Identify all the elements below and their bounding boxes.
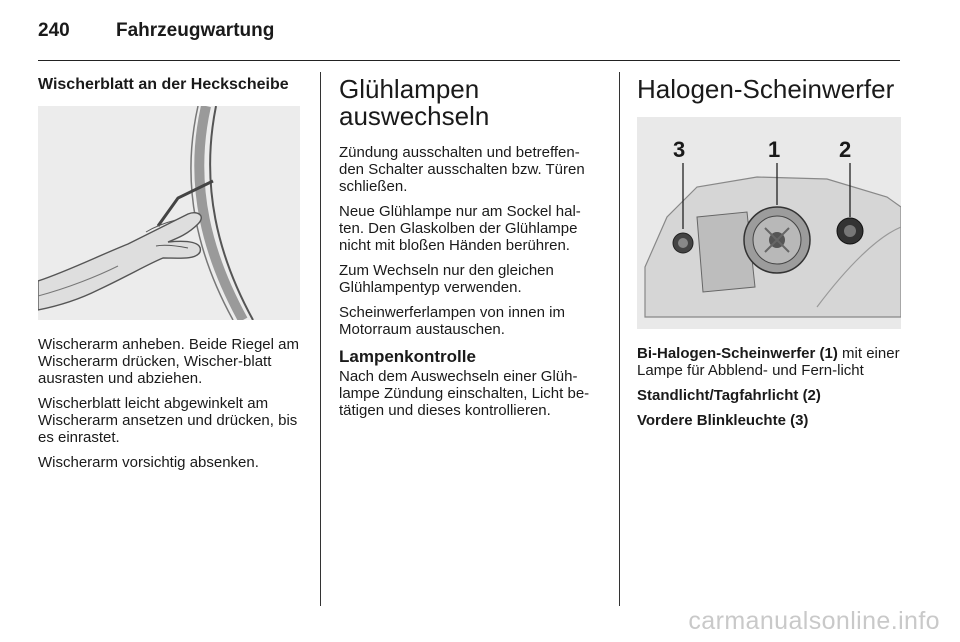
lamp-check-para: Nach dem Auswechseln einer Glüh-lampe Zündung einschalten, Licht be-tätigen und dieses kontrollieren. (339, 368, 590, 419)
wiper-heading: Wischerblatt an der Heckscheibe (38, 76, 289, 93)
wiper-figure (38, 106, 300, 320)
wiper-step-3: Wischerarm vorsichtig absenken. (38, 454, 259, 471)
callout-2: 2 (839, 137, 852, 162)
halogen-item-3: Vordere Blinkleuchte (3) (637, 412, 809, 429)
watermark: carmanualsonline.info (688, 607, 940, 635)
bulbs-para-3: Zum Wechseln nur den gleichen Glühlampentyp verwenden. (339, 262, 554, 296)
bulbs-para-2: Neue Glühlampe nur am Sockel hal-ten. Den Glaskolben der Glühlampe nicht mit bloßen Händen berühren. (339, 203, 581, 254)
page-number: 240 (38, 20, 70, 41)
column-divider-1 (320, 72, 321, 606)
column-divider-2 (619, 72, 620, 606)
headlamp-figure (637, 117, 901, 329)
column-wiper (38, 76, 300, 479)
bulbs-para-4: Scheinwerferlampen von innen im Motorraum austauschen. (339, 304, 565, 338)
bulbs-para-1: Zündung ausschalten und betreffen-den Schalter ausschalten bzw. Türen schließen. (339, 144, 585, 195)
section-title: Fahrzeugwartung (116, 20, 275, 41)
lamp-check-heading: Lampenkontrolle (339, 347, 476, 366)
wiper-step-1: Wischerarm anheben. Beide Riegel am Wischerarm drücken, Wischer-blatt ausrasten und abziehen. (38, 336, 299, 387)
page-header (38, 20, 274, 42)
bulbs-heading: Glühlampen auswechseln (339, 74, 490, 131)
header-rule (38, 60, 900, 61)
halogen-heading: Halogen-Scheinwerfer (637, 74, 895, 104)
halogen-item-1: Bi-Halogen-Scheinwerfer (1) mit einer Lampe für Abblend- und Fern-licht (637, 345, 900, 379)
column-bulbs (339, 76, 604, 427)
halogen-item-2: Standlicht/Tagfahrlicht (2) (637, 387, 821, 404)
callout-1: 1 (768, 137, 781, 162)
column-halogen (637, 76, 901, 437)
wiper-step-2: Wischerblatt leicht abgewinkelt am Wischerarm ansetzen und drücken, bis es einrastet. (38, 395, 298, 446)
callout-3: 3 (673, 137, 686, 162)
